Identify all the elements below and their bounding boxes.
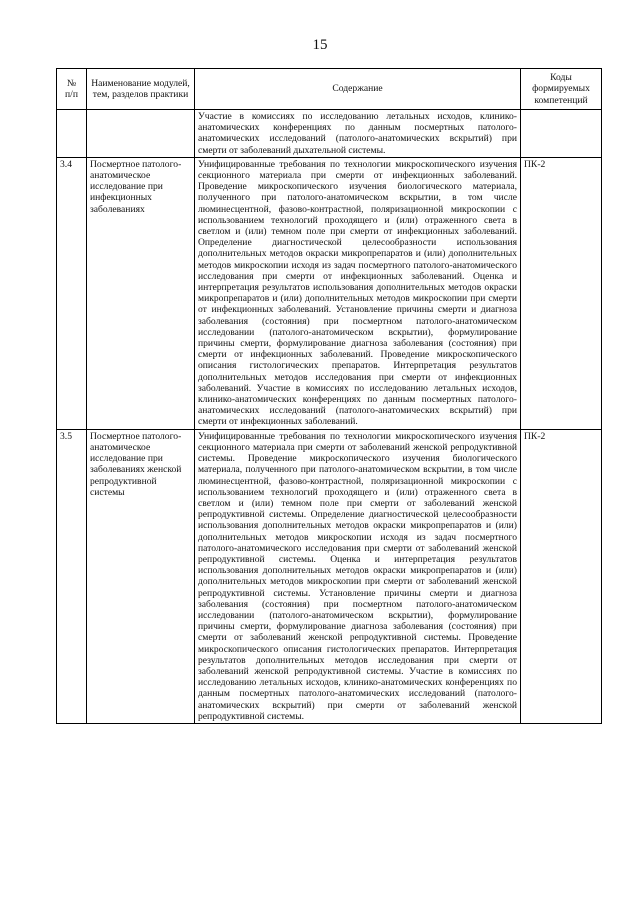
table-row — [57, 110, 602, 158]
table-row — [57, 429, 602, 723]
header-num: № п/п — [57, 69, 87, 110]
row-codes: ПК-2 — [521, 157, 602, 429]
row-content: Унифицированные требования по технологии микроскопического изучения секционного материала при смерти от заболеваний женской репродуктивной системы. Проведение микроскопического изучения биологического материала, полученного при патолого-анатомическом вскрытии, в том числе люминесцентной, фазово-контрастной, поляризационной микроскопии с использованием технологий проходящего и (или) отраженного света в светлом и (или) темном поле при смерти от заболеваний женской репродуктивной системы. Определение диагностической целесообразности использования дополнительных методов окраски микропрепаратов и (или) дополнительных методов микроскопии исходя из задач посмертного патолого-анатомического исследования при смерти от заболеваний женской репродуктивной системы. Оценка и интерпретация результатов использования дополнительных методов окраски микропрепаратов и (или) дополнительных методов микроскопии при смерти от заболеваний женской репродуктивной системы. Установление причины смерти и диагноза заболевания (состояния) при посмертном патолого-анатомическом исследовании (патолого-анатомическом вскрытии), формулирование причины смерти, формулирование диагноза заболевания (состояния) при смерти от заболеваний женской репродуктивной системы. Проведение микроскопического описания гистологических препаратов. Интерпретация результатов дополнительных методов исследования при смерти от заболеваний женской репродуктивной системы. Участие в комиссиях по исследованию летальных исходов, клинико-анатомических конференциях по данным посмертных патолого-анатомических исследований (патолого-анатомических вскрытий) при смерти от заболеваний женской репродуктивной системы. — [195, 429, 521, 723]
header-codes: Коды формируемых компетенций — [521, 69, 602, 110]
row-module: Посмертное патолого-анатомическое исследование при инфекционных заболеваниях — [87, 157, 195, 429]
row-codes — [521, 110, 602, 158]
row-codes: ПК-2 — [521, 429, 602, 723]
row-content: Унифицированные требования по технологии микроскопического изучения секционного материала при смерти от инфекционных заболеваний. Проведение микроскопического изучения биологического материала, полученного при патолого-анатомическом вскрытии, в том числе люминесцентной, фазово-контрастной, поляризационной микроскопии с использованием технологий проходящего и (или) отраженного света в светлом и (или) темном поле при смерти от инфекционных заболеваний. Определение диагностической целесообразности использования дополнительных методов окраски микропрепаратов и (или) дополнительных методов микроскопии исходя из задач посмертного патолого-анатомического исследования при смерти от инфекционных заболеваний. Оценка и интерпретация результатов использования дополнительных методов окраски микропрепаратов и (или) дополнительных методов микроскопии при смерти от инфекционных заболеваний. Установление причины смерти и диагноза заболевания (состояния) при посмертном патолого-анатомическом исследовании (патолого-анатомическом вскрытии), формулирование причины смерти, формулирование диагноза заболевания (состояния) при смерти от инфекционных заболеваний. Проведение микроскопического описания гистологических препаратов. Интерпретация результатов дополнительных методов исследования при смерти от инфекционных заболеваний. Участие в комиссиях по исследованию летальных исходов, клинико-анатомических конференциях по данным посмертных патолого-анатомических исследований (патолого-анатомических вскрытий) при смерти от инфекционных заболеваний. — [195, 157, 521, 429]
table-row — [57, 157, 602, 429]
header-module: Наименование модулей, тем, разделов практики — [87, 69, 195, 110]
row-number — [57, 110, 87, 158]
page-number: 15 — [312, 37, 328, 53]
row-module: Посмертное патолого-анатомическое исследование при заболеваниях женской репродуктивной системы — [87, 429, 195, 723]
row-number: 3.4 — [57, 157, 87, 429]
curriculum-table — [56, 68, 602, 724]
row-number: 3.5 — [57, 429, 87, 723]
row-module — [87, 110, 195, 158]
header-content: Содержание — [195, 69, 521, 110]
row-content: Участие в комиссиях по исследованию летальных исходов, клинико-анатомических конференциях по данным посмертных патолого-анатомических исследований (патолого-анатомических вскрытий) при смерти от заболеваний дыхательной системы. — [195, 110, 521, 158]
table-header-row — [57, 69, 602, 110]
